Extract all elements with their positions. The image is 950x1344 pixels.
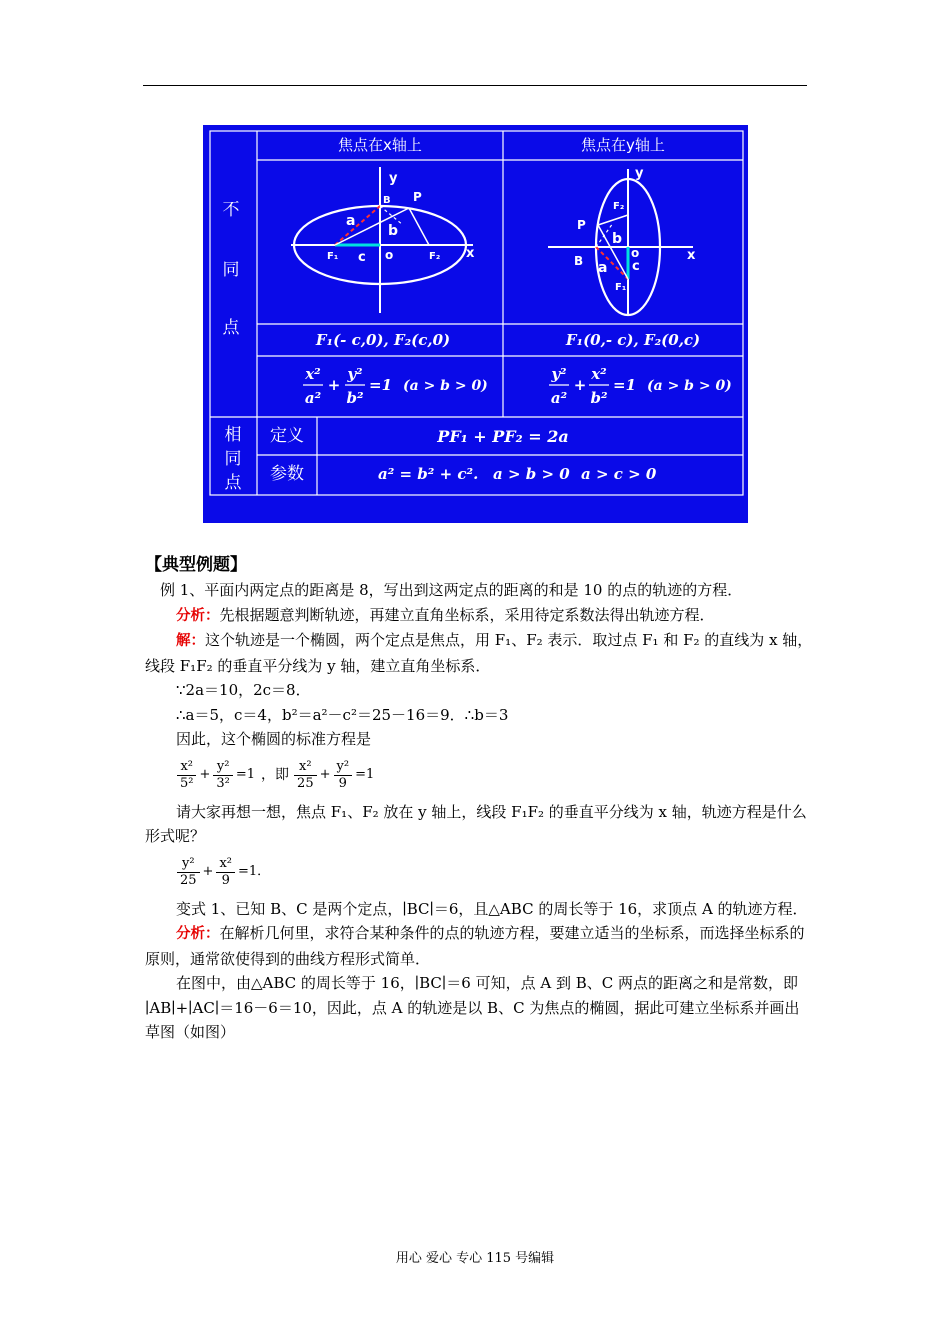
label-o-left: o [385,248,394,262]
page-footer: 用心 爱心 专心 115 号编辑 [395,1251,555,1266]
parameter-label: 参数 [270,464,304,484]
label-f2-left: F₂ [429,251,441,262]
eq-right-num1: y² [551,365,567,383]
label-p-right: P [577,218,586,232]
solution-text: 这个轨迹是一个椭圆，两个定点是焦点，用 F₁、F₂ 表示．取过点 F₁ 和 F₂ 的直线为 x 轴，线段 F₁F₂ 的垂直平分线为 y 轴，建立直角坐标系． [145,631,813,675]
eq-left-den1: a² [304,389,322,407]
eq-left-eq: =1 [369,376,393,394]
eq-right-eq: =1 [613,376,637,394]
same-label-1: 相 [224,425,242,445]
header-rule [143,85,807,86]
pf2-line-left [409,208,429,245]
eq-right-cond: (a > b > 0) [647,378,732,394]
label-a-right: a [598,260,608,276]
section-title: 【典型例题】 [145,555,247,575]
fraction-x2-52: $\frac{\text{x²}}{\text{5²}}$ [177,759,196,792]
pf2-line-right [598,215,628,225]
param-cond1: a > b > 0 [493,465,570,483]
same-label-3: 点 [224,473,242,493]
label-b-left: b [388,223,399,239]
standard-equation-x: $\frac{\text{x²}}{\text{5²}}$ + $\frac{\text{y²}}{\text{3²}}$ =1 ，即 $\frac{\text{x²}}{25}$ + $\frac{\text{y²}}{9}$ =1 [145,752,813,800]
eq-right-den1: a² [550,389,568,407]
fraction-y2-9: $\frac{\text{y²}}{9}$ [334,759,353,792]
param-cond2: a > c > 0 [581,465,657,483]
standard-equation-y: $\frac{\text{y²}}{25}$ + $\frac{\text{x²}}{9}$ =1． [145,849,813,897]
solution-step3: 因此，这个椭圆的标准方程是 [176,730,372,748]
eq-right-num2: x² [591,365,607,383]
variant-analysis-tag: 分析： [176,926,220,942]
label-b-point-left: B [383,195,391,206]
variant1-analysis [145,921,813,971]
fraction-y2-25: $\frac{\text{y²}}{25}$ [177,856,200,889]
same-label-2: 同 [224,449,242,469]
eq-left-num2: y² [347,365,363,383]
solution-step1: ∵2a＝10，2c＝8． [176,681,311,699]
label-x-left: x [466,246,475,261]
label-f2-right: F₂ [613,201,625,212]
eq-right-plus: + [573,376,587,394]
variant1-problem: 变式 1、已知 B、C 是两个定点，∣BC∣＝6，且△ABC 的周长等于 16，求顶点 A 的轨迹方程． [176,899,808,918]
label-p-left: P [413,190,422,204]
label-x-right: x [687,248,696,263]
analysis-tag: 分析： [176,607,220,624]
solution-tag: 解： [176,633,205,649]
label-o-right: o [631,246,640,260]
fraction-y2-32: $\frac{\text{y²}}{\text{3²}}$ [213,759,232,792]
label-c-right: c [632,259,640,274]
foci-x-formula: F₁(- c,0), F₂(c,0) [315,331,451,349]
header-x-axis: 焦点在x轴上 [338,136,422,154]
comparison-table-svg [203,125,748,523]
eq-left-cond: (a > b > 0) [403,378,488,394]
definition-label: 定义 [270,426,304,446]
label-a-left: a [346,213,356,229]
label-f1-left: F₁ [327,251,339,262]
label-b-point-right: B [574,254,584,268]
foci-y-formula: F₁(0,- c), F₂(0,c) [565,331,701,349]
label-y-left: y [389,171,398,186]
param-formula: a² = b² + c². [378,465,479,483]
analysis-text: 先根据题意判断轨迹，再建立直角坐标系，采用待定系数法得出轨迹方程． [219,605,715,624]
eq-left-plus: + [327,376,341,394]
diff-label-3: 点 [222,318,240,338]
solution-step2: ∴a＝5，c＝4，b²＝a²－c²＝25－16＝9．∴b＝3 [176,705,509,724]
eq-left-num1: x² [305,365,321,383]
label-c-left: c [358,250,366,265]
eq-right-den2: b² [590,389,608,407]
ellipse-comparison-figure [203,125,748,523]
definition-formula: PF₁ + PF₂ = 2a [437,427,569,446]
example1-problem: 例 1、平面内两定点的距离是 8，写出到这两定点的距离的和是 10 的点的轨迹的方程． [160,581,743,599]
diff-label-2: 同 [222,260,240,280]
label-y-right: y [635,166,644,181]
example1-analysis [145,603,813,629]
variant-analysis-text: 在解析几何里，求符合某种条件的点的轨迹方程，要建立适当的坐标系，而选择坐标系的原则，通常欲使得到的曲线方程形式简单． [145,924,805,968]
diff-label-1: 不 [222,200,240,220]
header-y-axis: 焦点在y轴上 [581,136,665,154]
example1-question: 请大家再想一想，焦点 F₁、F₂ 放在 y 轴上，线段 F₁F₂ 的垂直平分线为 x 轴，轨迹方程是什么形式呢？ [145,802,807,845]
example1-solution [145,628,813,678]
eq-left-den2: b² [346,389,364,407]
label-b-right: b [612,231,623,247]
label-f1-right: F₁ [615,282,627,293]
fraction-x2-25: $\frac{\text{x²}}{25}$ [294,759,317,792]
main-content [145,552,813,1045]
fraction-x2-9: $\frac{\text{x²}}{9}$ [216,856,235,889]
variant1-reasoning: 在图中，由△ABC 的周长等于 16，∣BC∣＝6 可知，点 A 到 B、C 两点的距离之和是常数，即∣AB∣+∣AC∣＝16－6＝10，因此，点 A 的轨迹是以 B、C 为焦点的椭圆，据此可建立坐标系并画出草图（如图） [145,974,800,1041]
ellipse-x-diagram [291,167,473,313]
